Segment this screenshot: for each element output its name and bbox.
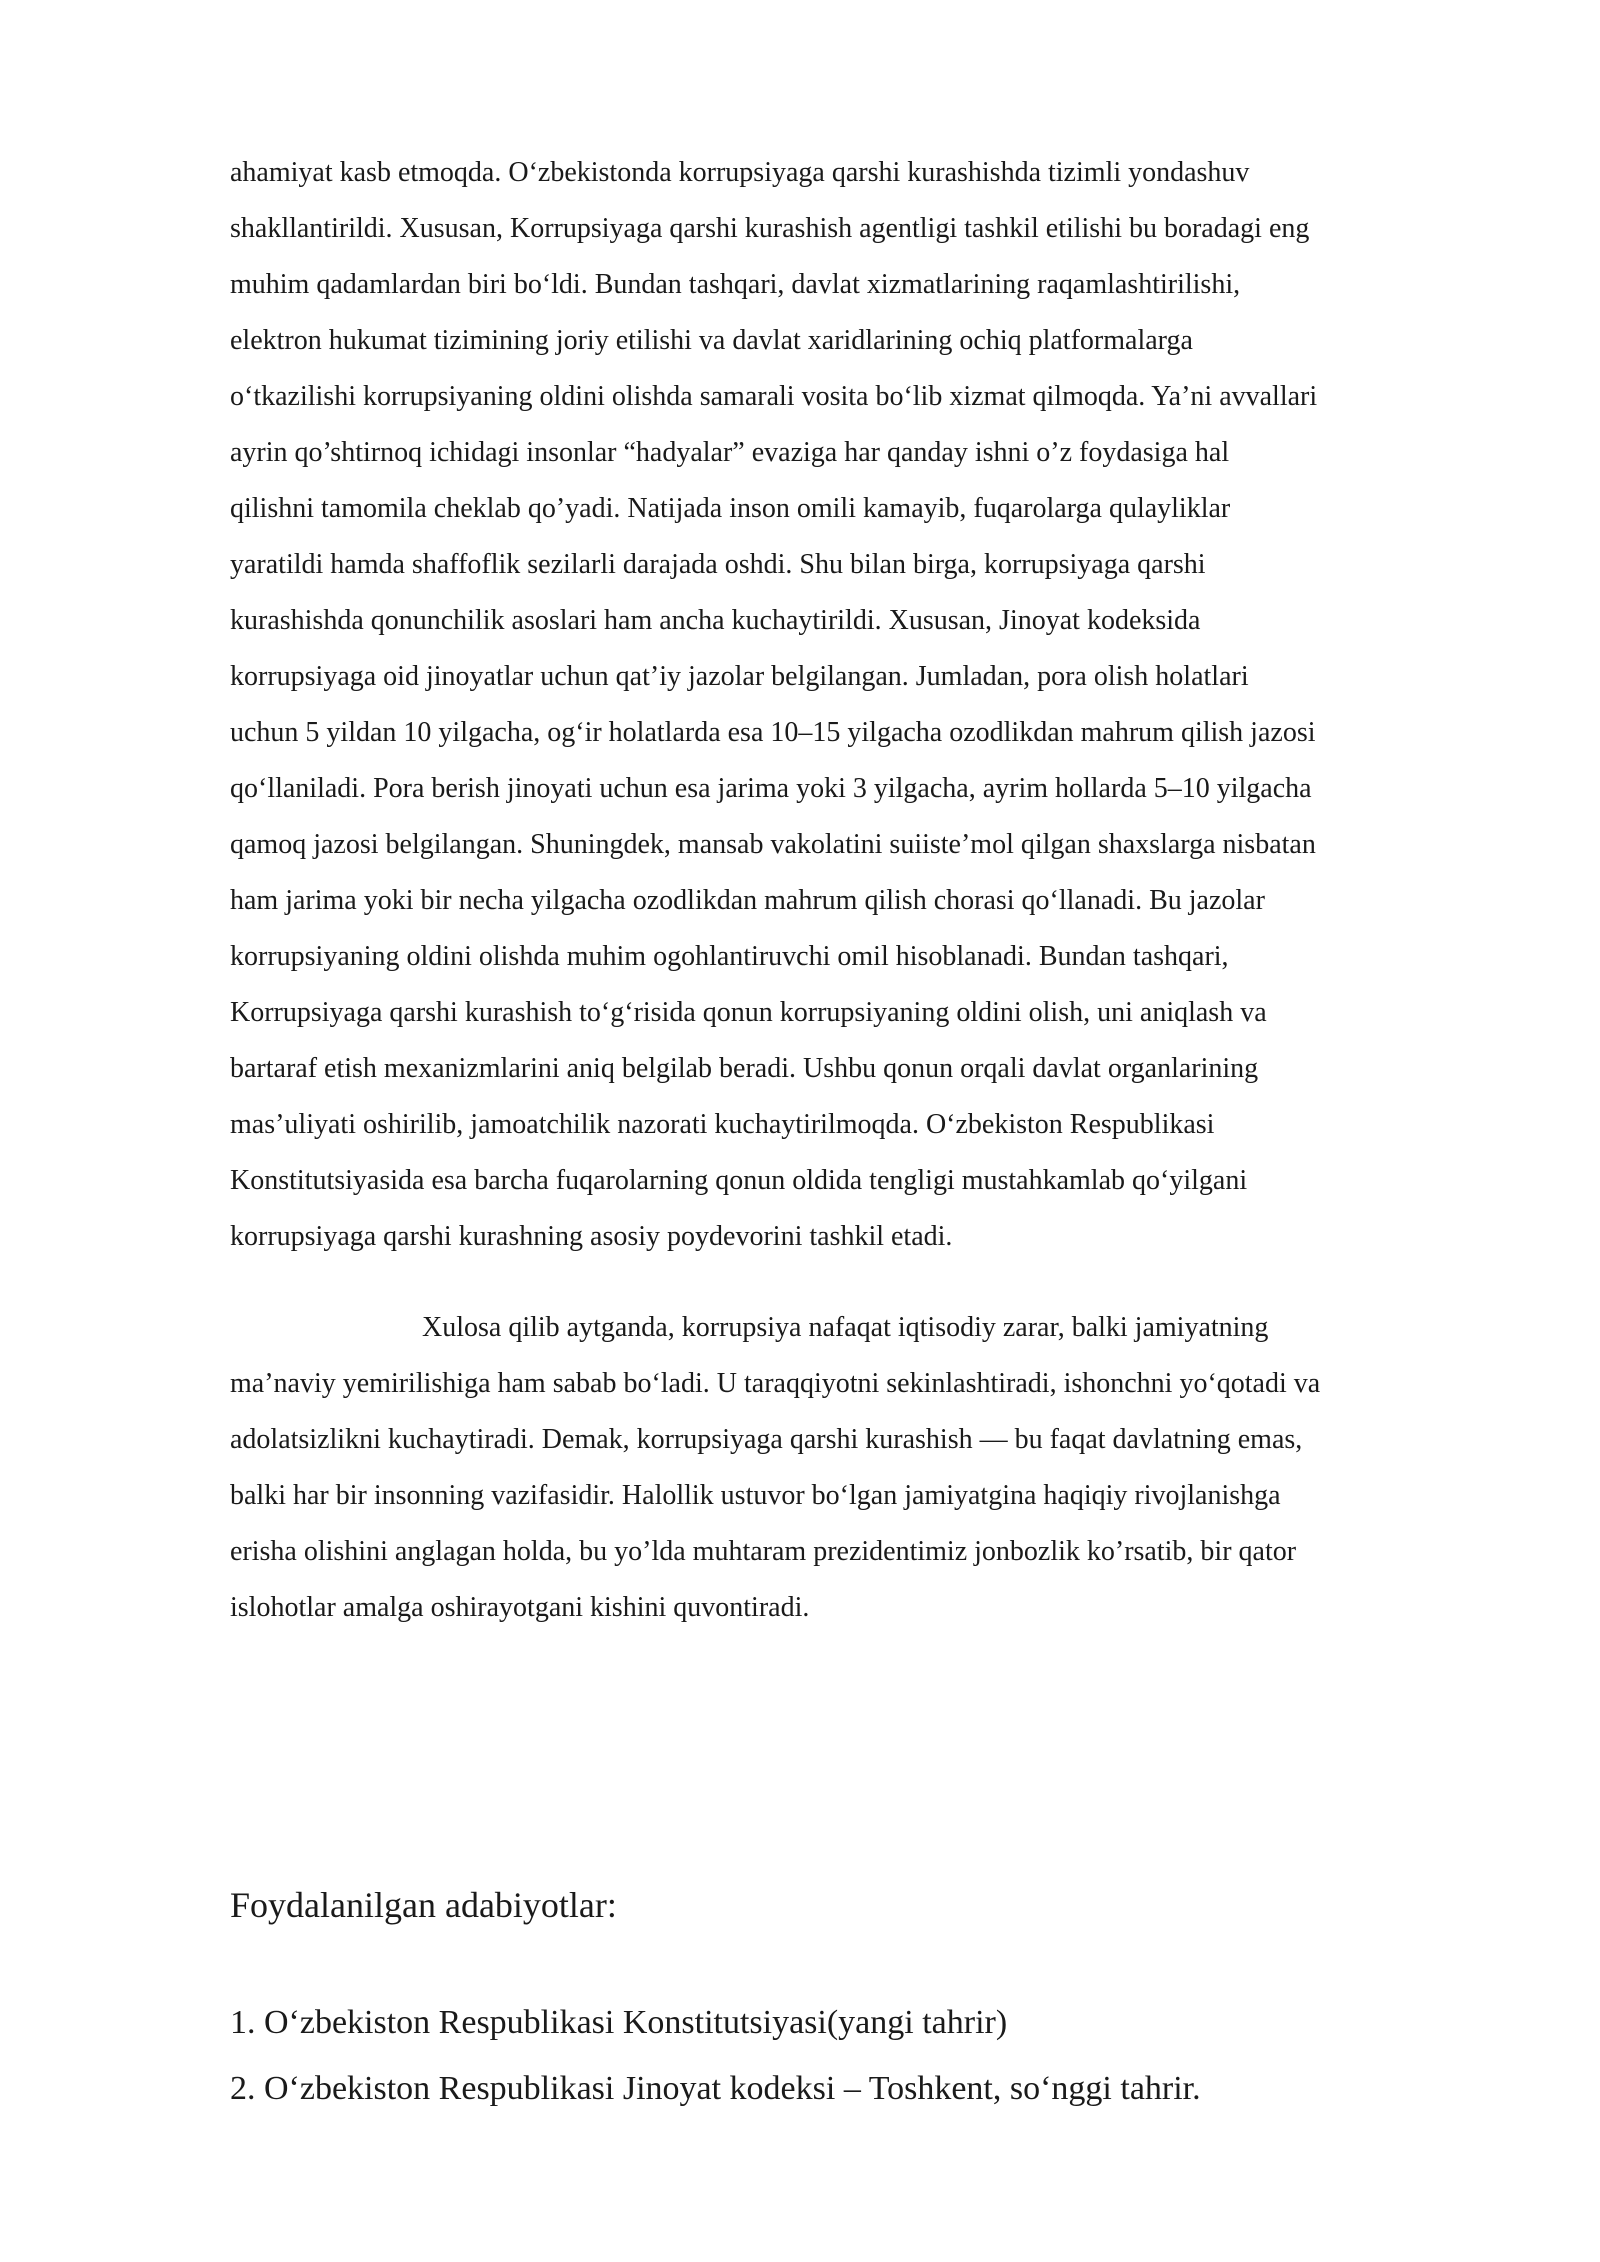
paragraph-line: mas’uliyati oshirilib, jamoatchilik nazorati kuchaytirilmoqda. O‘zbekiston Respublikasi bbox=[230, 1109, 1215, 1140]
paragraph-line: qamoq jazosi belgilangan. Shuningdek, mansab vakolatini suiiste’mol qilgan shaxslarga nisbatan bbox=[230, 829, 1316, 860]
paragraph-line: erisha olishini anglagan holda, bu yo’lda muhtaram prezidentimiz jonbozlik ko’rsatib, bir qator bbox=[230, 1536, 1297, 1567]
references-heading: Foydalanilgan adabiyotlar: bbox=[230, 1885, 617, 1925]
paragraph-line: ma’naviy yemirilishiga ham sabab bo‘ladi. U taraqqiyotni sekinlashtiradi, ishonchni yo‘qotadi va bbox=[230, 1368, 1321, 1399]
paragraph-line: yaratildi hamda shaffoflik sezilarli darajada oshdi. Shu bilan birga, korrupsiyaga qarshi bbox=[230, 549, 1206, 580]
paragraph-line: bartaraf etish mexanizmlarini aniq belgilab beradi. Ushbu qonun orqali davlat organlarining bbox=[230, 1053, 1259, 1084]
paragraph-line: qilishni tamomila cheklab qo’yadi. Natijada inson omili kamayib, fuqarolarga qulayliklar bbox=[230, 493, 1231, 524]
paragraph-line: muhim qadamlardan biri bo‘ldi. Bundan tashqari, davlat xizmatlarining raqamlashtirilishi, bbox=[230, 269, 1241, 300]
paragraph-line: Korrupsiyaga qarshi kurashish to‘g‘risida qonun korrupsiyaning oldini olish, uni aniqlash va bbox=[230, 997, 1267, 1028]
reference-item: 2. O‘zbekiston Respublikasi Jinoyat kodeksi – Toshkent, so‘nggi tahrir. bbox=[230, 2070, 1201, 2107]
paragraph-line: Konstitutsiyasida esa barcha fuqarolarning qonun oldida tengligi mustahkamlab qo‘yilgani bbox=[230, 1165, 1248, 1196]
paragraph-line: ayrin qo’shtirnoq ichidagi insonlar “hadyalar” evaziga har qanday ishni o’z foydasiga hal bbox=[230, 437, 1230, 468]
reference-item: 1. O‘zbekiston Respublikasi Konstitutsiyasi(yangi tahrir) bbox=[230, 2004, 1008, 2041]
paragraph-line: shakllantirildi. Xususan, Korrupsiyaga qarshi kurashish agentligi tashkil etilishi bu boradagi eng bbox=[230, 213, 1310, 244]
paragraph-line: balki har bir insonning vazifasidir. Halollik ustuvor bo‘lgan jamiyatgina haqiqiy rivojlanishga bbox=[230, 1480, 1281, 1511]
paragraph-line: ahamiyat kasb etmoqda. O‘zbekistonda korrupsiyaga qarshi kurashishda tizimli yondashuv bbox=[230, 157, 1250, 188]
paragraph-line: o‘tkazilishi korrupsiyaning oldini olishda samarali vosita bo‘lib xizmat qilmoqda. Ya’ni avvallari bbox=[230, 381, 1318, 412]
paragraph-line: ham jarima yoki bir necha yilgacha ozodlikdan mahrum qilish chorasi qo‘llanadi. Bu jazolar bbox=[230, 885, 1265, 916]
paragraph-line: kurashishda qonunchilik asoslari ham ancha kuchaytirildi. Xususan, Jinoyat kodeksida bbox=[230, 605, 1201, 636]
paragraph-line: uchun 5 yildan 10 yilgacha, og‘ir holatlarda esa 10–15 yilgacha ozodlikdan mahrum qilish jazosi bbox=[230, 717, 1316, 748]
references-list bbox=[230, 1990, 1201, 2122]
body-paragraph-1 bbox=[230, 145, 1495, 1265]
paragraph-line: Xulosa qilib aytganda, korrupsiya nafaqat iqtisodiy zarar, balki jamiyatning bbox=[422, 1312, 1269, 1343]
paragraph-line: islohotlar amalga oshirayotgani kishini quvontiradi. bbox=[230, 1592, 810, 1623]
conclusion-paragraph bbox=[230, 1300, 1495, 1636]
paragraph-line: adolatsizlikni kuchaytiradi. Demak, korrupsiyaga qarshi kurashish — bu faqat davlatning emas, bbox=[230, 1424, 1303, 1455]
paragraph-line: elektron hukumat tizimining joriy etilishi va davlat xaridlarining ochiq platformalarga bbox=[230, 325, 1193, 356]
paragraph-line: korrupsiyaning oldini olishda muhim ogohlantiruvchi omil hisoblanadi. Bundan tashqari, bbox=[230, 941, 1229, 972]
paragraph-line: korrupsiyaga qarshi kurashning asosiy poydevorini tashkil etadi. bbox=[230, 1221, 953, 1252]
paragraph-line: korrupsiyaga oid jinoyatlar uchun qat’iy jazolar belgilangan. Jumladan, pora olish holatlari bbox=[230, 661, 1249, 692]
paragraph-line: qo‘llaniladi. Pora berish jinoyati uchun esa jarima yoki 3 yilgacha, ayrim hollarda 5–10 yilgacha bbox=[230, 773, 1312, 804]
